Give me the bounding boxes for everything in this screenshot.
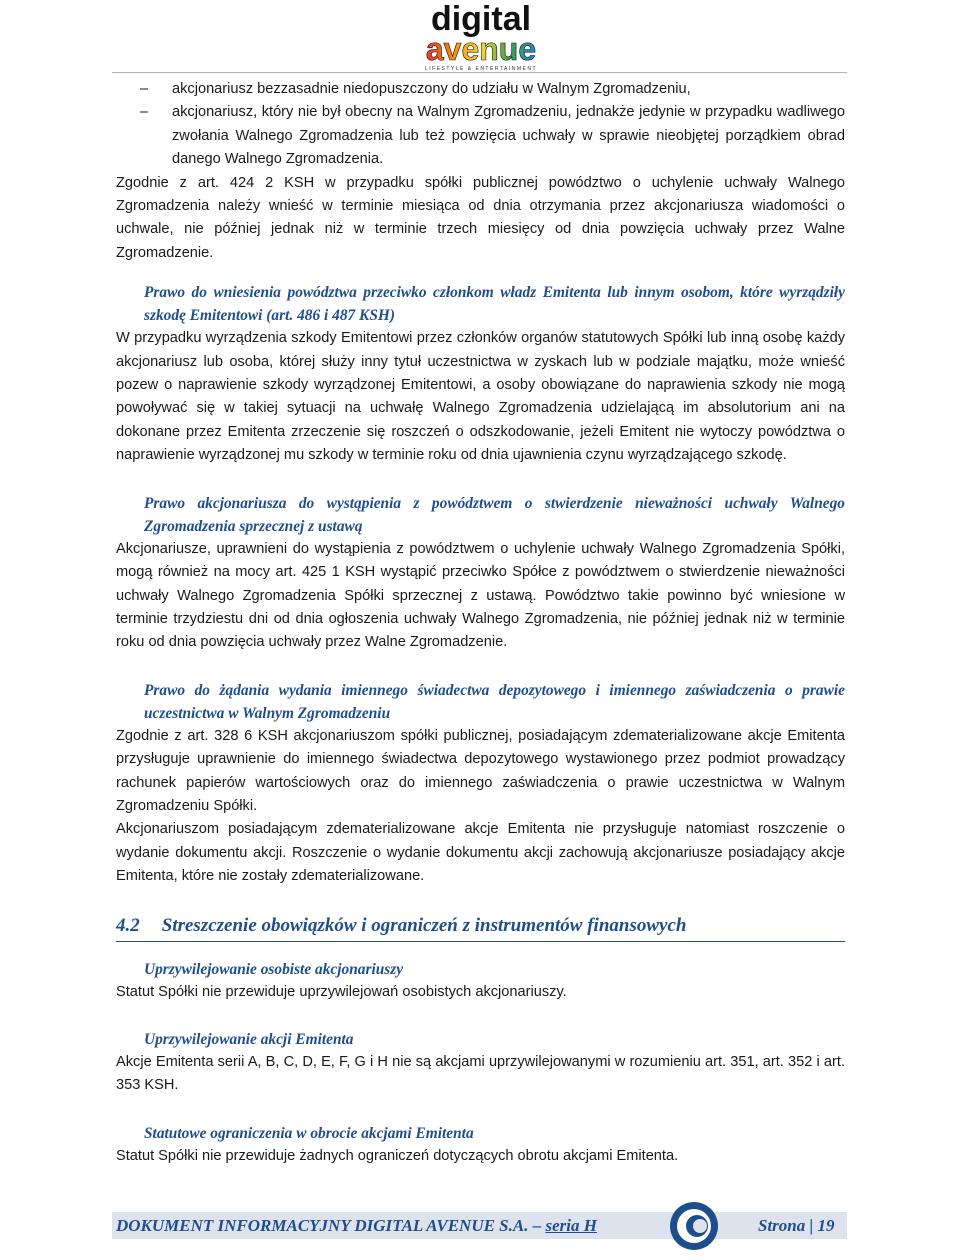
heading-personal-privileges: Uprzywilejowanie osobiste akcjonariuszy xyxy=(144,960,404,978)
footer-doc-name: DOKUMENT INFORMACYJNY DIGITAL AVENUE S.A. xyxy=(116,1216,529,1235)
section-title-text: Streszczenie obowiązków i ograniczeń z instrumentów finansowych xyxy=(161,914,687,936)
logo-tagline: LIFESTYLE & ENTERTAINMENT xyxy=(424,66,538,72)
logo-line1: digital xyxy=(430,0,532,38)
list-item xyxy=(116,101,845,171)
document-body xyxy=(116,78,845,1168)
section-number: 4.2 xyxy=(116,914,140,936)
list-item-text: akcjonariusz, który nie był obecny na Walnym Zgromadzeniu, jednakże jedynie w przypadku wadliwego zwołania Walnego Zgromadzenia lub też powzięcia uchwały w sprawie nieobjętej porządkiem obrad danego Walnego Zgromadzenia. xyxy=(172,104,845,168)
footer-series-separator: – xyxy=(532,1216,546,1235)
footer-page-number: Strona | 19 xyxy=(758,1216,835,1235)
page-footer xyxy=(0,1200,960,1252)
paragraph-damages-claim: W przypadku wyrządzenia szkody Emitentowi przez członków organów statutowych Spółki lub inną osobę każdy akcjonariusz lub osoba, której służy inny tytuł uczestnictwa w zyskach lub w podziale majątku, może wnieść pozew o naprawienie szkody wyrządzonej Emitentowi, a osoby obowiązane do naprawienia szkody nie mogą powoływać się w takiej sytuacji na uchwałę Walnego Zgromadzenia udzielającą im absolutorium ani na dokonane przez Emitenta zrzeczenie się roszczeń o odszkodowanie, jeżeli Emitent nie wytoczy powództwa o naprawienie wyrządzonej mu szkody w terminie roku od dnia ujawnienia czynu wyrządzającego szkodę. xyxy=(116,330,845,464)
list-item-text: akcjonariusz bezzasadnie niedopuszczony do udziału w Walnym Zgromadzeniu, xyxy=(172,81,691,97)
paragraph-share-document: Akcjonariuszom posiadającym zdematerializowane akcje Emitenta nie przysługuje natomiast roszczenie o wydanie dokumentu akcji. Roszczenie o wydanie dokumentu akcji zachowują akcjonariusze posiadający akcje Emitenta, które nie zostały zdematerializowane. xyxy=(116,821,845,885)
section-title-4-2 xyxy=(116,913,845,942)
footer-series: seria H xyxy=(545,1216,597,1235)
plaintiff-list xyxy=(116,78,845,172)
dash-bullet-icon: – xyxy=(140,81,149,97)
heading-depository-certificate: Prawo do żądania wydania imiennego świadectwa depozytowego i imiennego zaświadczenia o prawie uczestnictwa w Walnym Zgromadzeniu xyxy=(144,681,845,722)
paragraph-personal-privileges: Statut Spółki nie przewiduje uprzywilejowań osobistych akcjonariuszy. xyxy=(116,983,567,1000)
paragraph-share-privileges: Akcje Emitenta serii A, B, C, D, E, F, G i H nie są akcjami uprzywilejowanymi w rozumieniu art. 351, art. 352 i art. 353 KSH. xyxy=(116,1053,845,1094)
digital-avenue-logo xyxy=(420,0,542,72)
paragraph-nullity-claim: Akcjonariusze, uprawnieni do wystąpienia z powództwem o uchylenie uchwały Walnego Zgromadzenia Spółki, mogą również na mocy art. 425 1 KSH wystąpić przeciwko Spółce z powództwem o stwierdzenie nieważności uchwały Walnego Zgromadzenia Spółki sprzecznej z ustawą. Powództwo takie powinno być wniesione w terminie trzydziestu dni od dnia ogłoszenia uchwały Walnego Zgromadzenia, nie później jednak niż w terminie roku od dnia powzięcia uchwały przez Walne Zgromadzenie. xyxy=(116,540,845,651)
list-item xyxy=(116,78,845,101)
heading-nullity-claim: Prawo akcjonariusza do wystąpienia z powództwem o stwierdzenie nieważności uchwały Walnego Zgromadzenia sprzecznej z ustawą xyxy=(144,494,845,535)
footer-circle-logo-icon xyxy=(668,1200,720,1252)
paragraph-art-424: Zgodnie z art. 424 2 KSH w przypadku spółki publicznej powództwo o uchylenie uchwały Walnego Zgromadzenia należy wnieść w terminie miesiąca od dnia otrzymania przez akcjonariusza wiadomości o uchwale, nie później jednak niż w terminie trzech miesięcy od dnia powzięcia uchwały przez Walne Zgromadzenie. xyxy=(116,174,845,261)
header-rule xyxy=(112,72,847,73)
paragraph-trading-restrictions: Statut Spółki nie przewiduje żadnych ograniczeń dotyczących obrotu akcjami Emitenta. xyxy=(116,1147,679,1164)
paragraph-depository-certificate: Zgodnie z art. 328 6 KSH akcjonariuszom spółki publicznej, posiadającym zdematerializowane akcje Emitenta przysługuje uprawnienie do imiennego świadectwa depozytowego wystawionego przez podmiot prowadzący rachunek papierów wartościowych oraz do imiennego zaświadczenia o prawie uczestnictwa w Walnym Zgromadzeniu Spółki. xyxy=(116,727,845,814)
dash-bullet-icon: – xyxy=(140,104,149,121)
footer-document-title xyxy=(116,1213,597,1239)
heading-trading-restrictions: Statutowe ograniczenia w obrocie akcjami Emitenta xyxy=(144,1124,474,1142)
logo-line2: avenue xyxy=(425,31,537,67)
heading-share-privileges: Uprzywilejowanie akcji Emitenta xyxy=(144,1030,354,1048)
heading-damages-claim: Prawo do wniesienia powództwa przeciwko członkom władz Emitenta lub innym osobom, które wyrządziły szkodę Emitentowi (art. 486 i 487 KSH) xyxy=(144,284,845,325)
